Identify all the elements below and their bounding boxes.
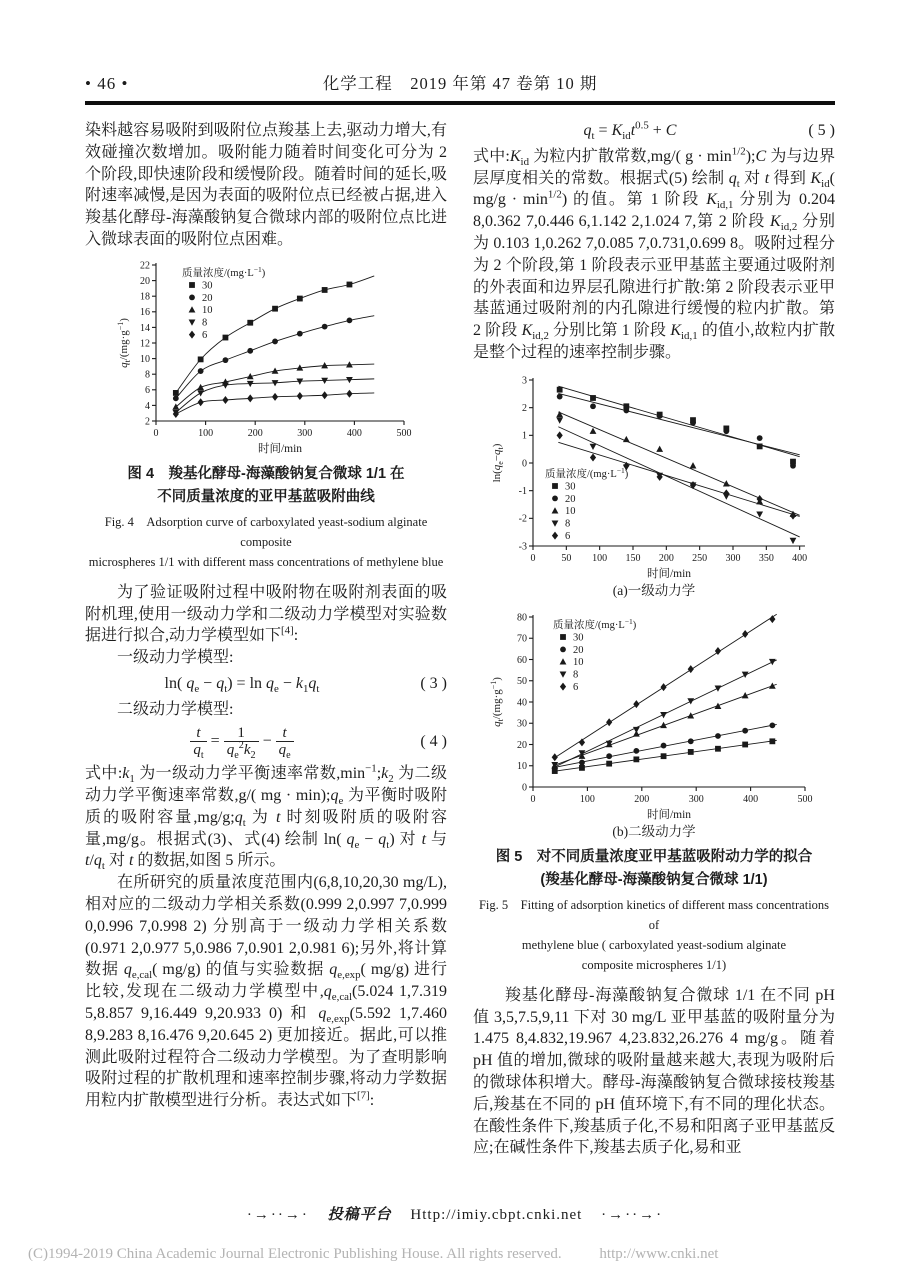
svg-text:20: 20 <box>202 292 213 304</box>
equation-4-number: ( 4 ) <box>420 732 447 750</box>
paragraph: 式中$:k_1$ 为一级动力学平衡速率常数$,\min^{-1};k_2$ 为二级动力学平衡速率常数,g/( mg · $\min);q_e$ 为平衡时吸附质的吸附容量$,mg/g;q_t$ 为 t 时刻吸附质的吸附容量,mg/g。根据式(3)、式(4) 绘制 ln( $q_e - q_t$) 对 t 与 $t/q_t$ 对 t 的数据,如图 5 所示。 <box>85 762 447 873</box>
equation-5-number: ( 5 ) <box>808 122 835 139</box>
ornament-left: ·→··→· <box>246 1207 309 1223</box>
svg-text:150: 150 <box>625 552 641 564</box>
svg-text:500: 500 <box>396 427 412 439</box>
svg-text:30: 30 <box>565 481 576 493</box>
svg-text:300: 300 <box>297 427 313 439</box>
svg-text:-3: -3 <box>518 541 527 553</box>
svg-text:6: 6 <box>573 681 579 693</box>
equation-3-body: ln( $q_e - q_t) = \ln q_e - k_1q_t$ <box>164 674 320 696</box>
svg-text:20: 20 <box>565 493 576 505</box>
equation-4 <box>85 725 447 760</box>
svg-text:22: 22 <box>140 260 150 272</box>
svg-text:200: 200 <box>634 793 650 805</box>
svg-text:10: 10 <box>573 656 584 668</box>
svg-text:40: 40 <box>517 697 527 709</box>
journal-title: 化学工程 2019 年第 47 卷第 10 期 <box>322 74 598 93</box>
fig5-caption-en-line3: composite microspheres 1/1) <box>581 957 727 972</box>
figure-4 <box>85 259 447 572</box>
svg-text:0: 0 <box>522 458 527 470</box>
fig5-caption-zh-line1: 图 5 对不同质量浓度亚甲基蓝吸附动力学的拟合 <box>495 848 813 865</box>
two-column-body <box>85 120 835 1159</box>
eq4-label: 二级动力学模型: <box>117 700 234 718</box>
svg-text:70: 70 <box>517 633 527 645</box>
svg-text:250: 250 <box>692 552 708 564</box>
svg-text:100: 100 <box>198 427 214 439</box>
equation-5 <box>473 120 835 142</box>
paragraph: 染料越容易吸附到吸附位点羧基上去,驱动力增大,有效碰撞次数增加。吸附能力随着时间变化可分为 2 个阶段,即快速阶段和缓慢阶段。随着时间的延长,吸附速率减慢,是因为表面的吸附位点已经被占据,进入羧基化酵母-海藻酸钠复合微球内部的吸附位点比进入微球表面的吸附位点困难。 <box>85 122 447 248</box>
paragraph: 为了验证吸附过程中吸附物在吸附剂表面的吸附机理,使用一级动力学和二级动力学模型对实验数据进行拟合,动力学模型如下[4]: <box>85 583 447 645</box>
svg-text:0: 0 <box>153 427 159 439</box>
svg-text:8: 8 <box>202 317 208 329</box>
equation-3 <box>85 673 447 695</box>
fig4-caption-zh-line2: 不同质量浓度的亚甲基蓝吸附曲线 <box>157 488 375 505</box>
svg-text:时间/min: 时间/min <box>257 442 303 455</box>
svg-text:时间/min: 时间/min <box>646 808 692 821</box>
svg-text:20: 20 <box>517 739 527 751</box>
svg-text:350: 350 <box>758 552 774 564</box>
svg-text:400: 400 <box>743 793 759 805</box>
svg-text:50: 50 <box>517 675 527 687</box>
svg-text:200: 200 <box>247 427 263 439</box>
fig4-adsorption-curve-chart <box>116 259 416 455</box>
copyright-url: http://www.cnki.net <box>599 1246 719 1262</box>
equation-3-number: ( 3 ) <box>420 674 447 692</box>
svg-text:10: 10 <box>202 304 213 316</box>
svg-text:1: 1 <box>522 430 527 442</box>
equation-5-body: $q_t = K_{id}t^{0.5} + C$ <box>583 119 677 143</box>
svg-text:2: 2 <box>522 402 527 414</box>
figure-5-caption <box>473 846 835 975</box>
copyright-line <box>28 1246 882 1263</box>
right-column <box>473 120 835 1159</box>
ornament-right: ·→··→· <box>601 1207 664 1223</box>
fig5-caption-zh-line2: (羧基化酵母-海藻酸钠复合微球 1/1) <box>540 871 768 888</box>
submission-platform-line <box>0 1203 910 1224</box>
svg-text:8: 8 <box>145 369 150 381</box>
svg-text:2: 2 <box>145 416 150 428</box>
svg-text:6: 6 <box>145 384 150 396</box>
fig5a-sub-caption: (a)一级动力学 <box>612 582 696 598</box>
fig5b-second-order-kinetics-chart <box>489 609 819 821</box>
svg-text:质量浓度/(mg·L−1): 质量浓度$/(mg\cdot L^{-1})$ <box>553 616 637 631</box>
figure-5a <box>473 372 835 601</box>
svg-text:500: 500 <box>797 793 813 805</box>
fig4-caption-en-line2: microspheres 1/1 with different mass concentrations of methylene blue <box>88 554 444 569</box>
page-header <box>85 70 835 105</box>
svg-text:30: 30 <box>573 632 584 644</box>
svg-text:10: 10 <box>517 760 527 772</box>
svg-text:质量浓度/(mg·L−1): 质量浓度$/(mg\cdot L^{-1})$ <box>182 264 266 279</box>
paragraph: 羧基化酵母-海藻酸钠复合微球 1/1 在不同 pH 值 3,5,7.5,9,11 下对 30 mg/L 亚甲基蓝的吸附量分为 1.475 8,4.832,19.967 4,23.832,26.276 4 mg/g。随着 pH 值的增加,微球的吸附量越来越大,表现为吸附后的微球体积增大。酵母-海藻酸钠复合微球接枝羧基后,羧基在不同的 pH 值环境下,有不同的理化状态。在酸性条件下,羧基质子化,不易和阳离子亚甲基蓝反应;在碱性条件下,羧基去质子化,易和亚 <box>473 986 835 1157</box>
svg-text:4: 4 <box>145 400 150 412</box>
svg-text:8: 8 <box>565 518 571 530</box>
left-column <box>85 120 447 1159</box>
svg-text:质量浓度/(mg·L−1): 质量浓度$/(mg\cdot L^{-1})$ <box>545 465 629 480</box>
svg-text:时间/min: 时间/min <box>646 567 692 580</box>
svg-text:100: 100 <box>592 552 608 564</box>
copyright-text: (C)1994-2019 China Academic Journal Electronic Publishing House. All rights reserved. <box>28 1246 562 1262</box>
paragraph: 在所研究的质量浓度范围内(6,8,10,20,30 mg/L),相对应的二级动力学相关系数(0.999 2,0.997 7,0.999 0,0.996 7,0.998 2) 分别高于一级动力学相关系数(0.971 2,0.977 5,0.986 7,0.901 2,0.981 6);另外,将计算数据 $q_{e,cal}$( mg/g) 的值与实验数据 $q_{e,exp}$( mg/g) 进行比较,发现在二级动力学模型中$,q_{e,cal}(5.024$ 1,7.319 5,8.857 9,16.449 9,20.933 0) 和 $q_{e,exp}(5.592$ 1,7.460 8,9.283 8,16.476 9,20.645 2) 更加接近。据此,可以推测此吸附过程符合二级动力学模型。为了查明影响吸附过程的扩散机理和速率控制步骤,将动力学数据用粒内扩散模型进行分析。表达式如下[7]: <box>85 874 447 1110</box>
svg-text:60: 60 <box>517 654 527 666</box>
svg-text:0: 0 <box>522 782 527 794</box>
figure-5b <box>473 609 835 842</box>
svg-text:qt/(mg·g−1): $q_t/(mg\cdot g^{-1})$ <box>116 317 132 368</box>
paragraph: 式中$:K_{id}$ 为粒内扩散常数,mg/( $g \cdot \min^{1/2});C$ 为与边界层厚度相关的常数。根据式(5) 绘制 $q_t$ 对 t 得到 $K_{id}$( $mg/g \cdot \min^{1/2}$) 的值。第 1 阶段 $K_{id,1}$ 分别为 0.204 8,0.362 7,0.446 6,1.142 2,1.024 7,第 2 阶段 $K_{id,2}$ 分别为 0.103 1,0.262 7,0.085 7,0.731,0.699 8。吸附过程分为 2 个阶段,第 1 阶段表示亚甲基蓝主要通过吸附剂的外表面和边界层孔隙进行扩散:第 2 阶段表示亚甲基蓝通过吸附剂的内孔隙进行缓慢的粒内扩散。第 2 阶段 $K_{id,2}$ 分别比第 1 阶段 $K_{id,1}$ 的值小,故粒内扩散是整个过程的速率控制步骤。 <box>473 145 835 361</box>
svg-text:-1: -1 <box>518 485 527 497</box>
svg-text:ln(qe−qt): $\ln(q_e-q_t)$ <box>491 443 505 483</box>
svg-text:300: 300 <box>688 793 704 805</box>
equation-4-body: $\frac{t}{q_t}$ = $\frac{1}{q_e^2k_2}$ − $\frac{t}{q_e}$ <box>85 725 399 760</box>
svg-text:30: 30 <box>202 280 213 292</box>
fig5-caption-en-line1: Fig. 5 Fitting of adsorption kinetics of different mass concentrations of <box>478 897 830 932</box>
svg-text:-2: -2 <box>518 513 527 525</box>
platform-url: Http://imiy.cbpt.cnki.net <box>410 1207 583 1223</box>
svg-text:12: 12 <box>140 338 150 350</box>
svg-text:30: 30 <box>517 718 527 730</box>
svg-text:10: 10 <box>140 353 150 365</box>
svg-text:3: 3 <box>522 375 527 387</box>
svg-text:6: 6 <box>202 329 208 341</box>
svg-text:20: 20 <box>573 644 584 656</box>
svg-text:14: 14 <box>140 322 150 334</box>
svg-text:8: 8 <box>573 669 579 681</box>
fig4-caption-zh-line1: 图 4 羧基化酵母-海藻酸钠复合微球 1/1 在 <box>127 465 405 482</box>
svg-text:16: 16 <box>140 306 150 318</box>
svg-text:100: 100 <box>579 793 595 805</box>
fig5b-sub-caption: (b)二级动力学 <box>612 823 696 839</box>
svg-text:400: 400 <box>346 427 362 439</box>
svg-text:80: 80 <box>517 612 527 624</box>
svg-text:50: 50 <box>561 552 572 564</box>
fig4-caption-en-line1: Fig. 4 Adsorption curve of carboxylated yeast-sodium alginate composite <box>104 514 428 549</box>
svg-text:400: 400 <box>792 552 808 564</box>
page-number: • 46 • <box>85 74 129 93</box>
svg-text:20: 20 <box>140 275 150 287</box>
svg-text:10: 10 <box>565 505 576 517</box>
svg-text:qt/(mg·g−1): $q_t/(mg\cdot g^{-1})$ <box>489 676 505 727</box>
header-rule <box>85 101 835 105</box>
svg-text:300: 300 <box>725 552 741 564</box>
svg-text:6: 6 <box>565 530 571 542</box>
eq3-label: 一级动力学模型: <box>117 649 234 667</box>
svg-text:18: 18 <box>140 291 150 303</box>
platform-label: 投稿平台 <box>327 1207 392 1223</box>
fig5a-first-order-kinetics-chart <box>489 372 819 580</box>
svg-text:200: 200 <box>658 552 674 564</box>
fig5-caption-en-line2: methylene blue ( carboxylated yeast-sodium alginate <box>521 937 787 952</box>
svg-text:0: 0 <box>530 552 536 564</box>
svg-text:0: 0 <box>530 793 536 805</box>
